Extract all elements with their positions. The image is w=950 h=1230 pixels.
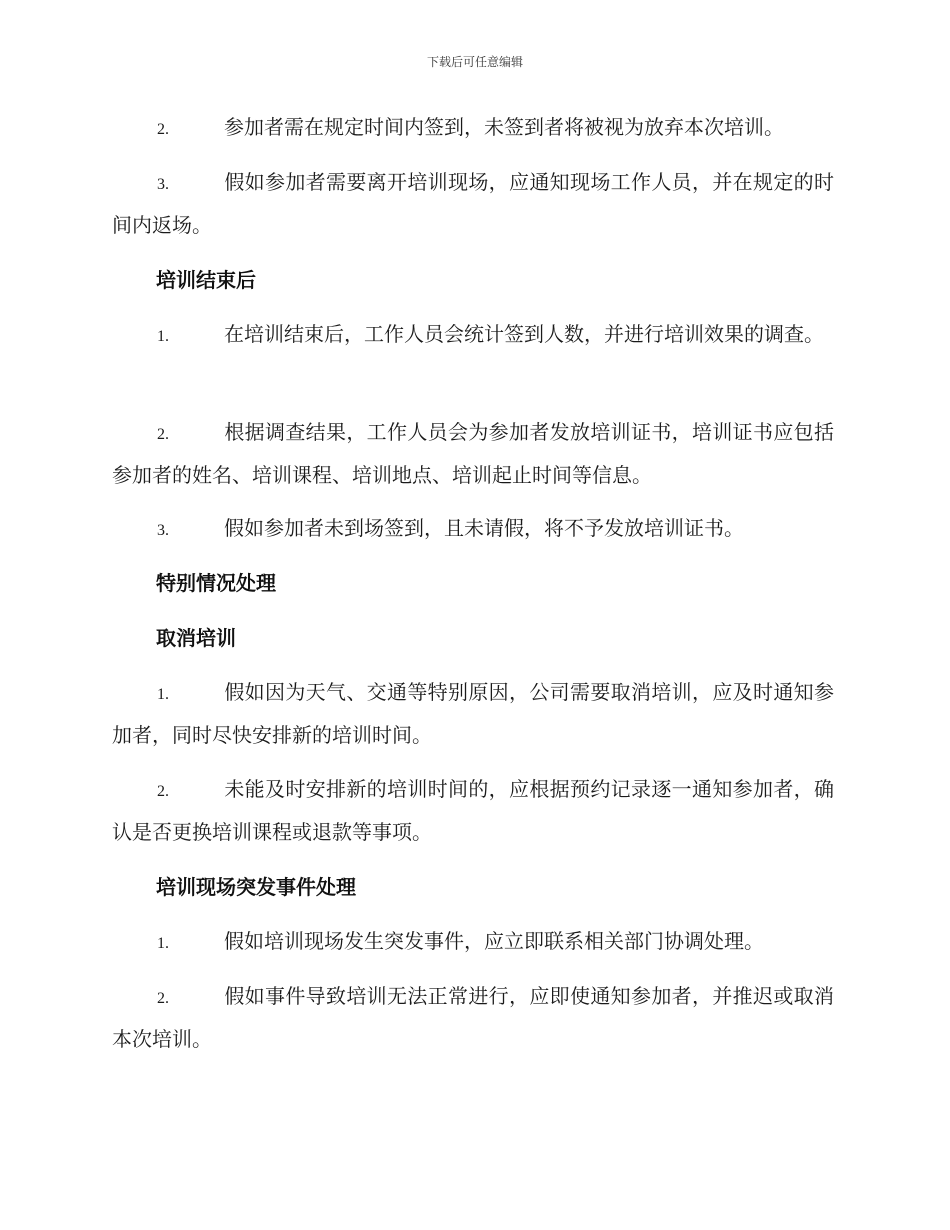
list-item <box>112 508 834 551</box>
list-item-text: 假如因为天气、交通等特别原因，公司需要取消培训，应及时通知参加者，同时尽快安排新的培训时间。 <box>112 680 834 747</box>
list-item-number: 1. <box>157 686 169 703</box>
list-item <box>112 976 834 1060</box>
list-item-number: 2. <box>157 121 169 138</box>
list-item-text: 参加者需在规定时间内签到，未签到者将被视为放弃本次培训。 <box>224 115 784 139</box>
list-item <box>112 672 834 756</box>
list-item-text: 在培训结束后，工作人员会统计签到人数，并进行培训效果的调查。 <box>224 322 824 346</box>
list-item-number: 2. <box>157 783 169 800</box>
list-item-number: 2. <box>157 990 169 1007</box>
list-item <box>112 769 834 853</box>
page-header: 下载后可任意编辑 <box>426 55 523 69</box>
list-item <box>112 921 834 964</box>
list-item <box>112 162 834 246</box>
list-item <box>112 412 834 496</box>
section-heading: 培训现场突发事件处理 <box>156 875 356 899</box>
list-item-number: 3. <box>157 522 169 539</box>
list-item-number: 1. <box>157 935 169 952</box>
list-item-number: 1. <box>157 328 169 345</box>
section-heading: 特别情况处理 <box>156 571 276 595</box>
list-item-number: 3. <box>157 176 169 193</box>
list-item-text: 未能及时安排新的培训时间的，应根据预约记录逐一通知参加者，确认是否更换培训课程或退款等事项。 <box>112 777 834 844</box>
list-item-text: 假如参加者未到场签到，且未请假，将不予发放培训证书。 <box>224 516 744 540</box>
section-heading: 取消培训 <box>156 626 236 650</box>
list-item-text: 假如事件导致培训无法正常进行，应即使通知参加者，并推迟或取消本次培训。 <box>112 984 834 1051</box>
list-item-text: 假如参加者需要离开培训现场，应通知现场工作人员，并在规定的时间内返场。 <box>112 170 834 237</box>
list-item <box>112 107 834 150</box>
list-item-number: 2. <box>157 426 169 443</box>
list-item <box>112 314 834 357</box>
list-item-text: 根据调查结果，工作人员会为参加者发放培训证书，培训证书应包括参加者的姓名、培训课程、培训地点、培训起止时间等信息。 <box>112 420 834 487</box>
list-item-text: 假如培训现场发生突发事件，应立即联系相关部门协调处理。 <box>224 929 764 953</box>
section-heading: 培训结束后 <box>156 268 256 292</box>
